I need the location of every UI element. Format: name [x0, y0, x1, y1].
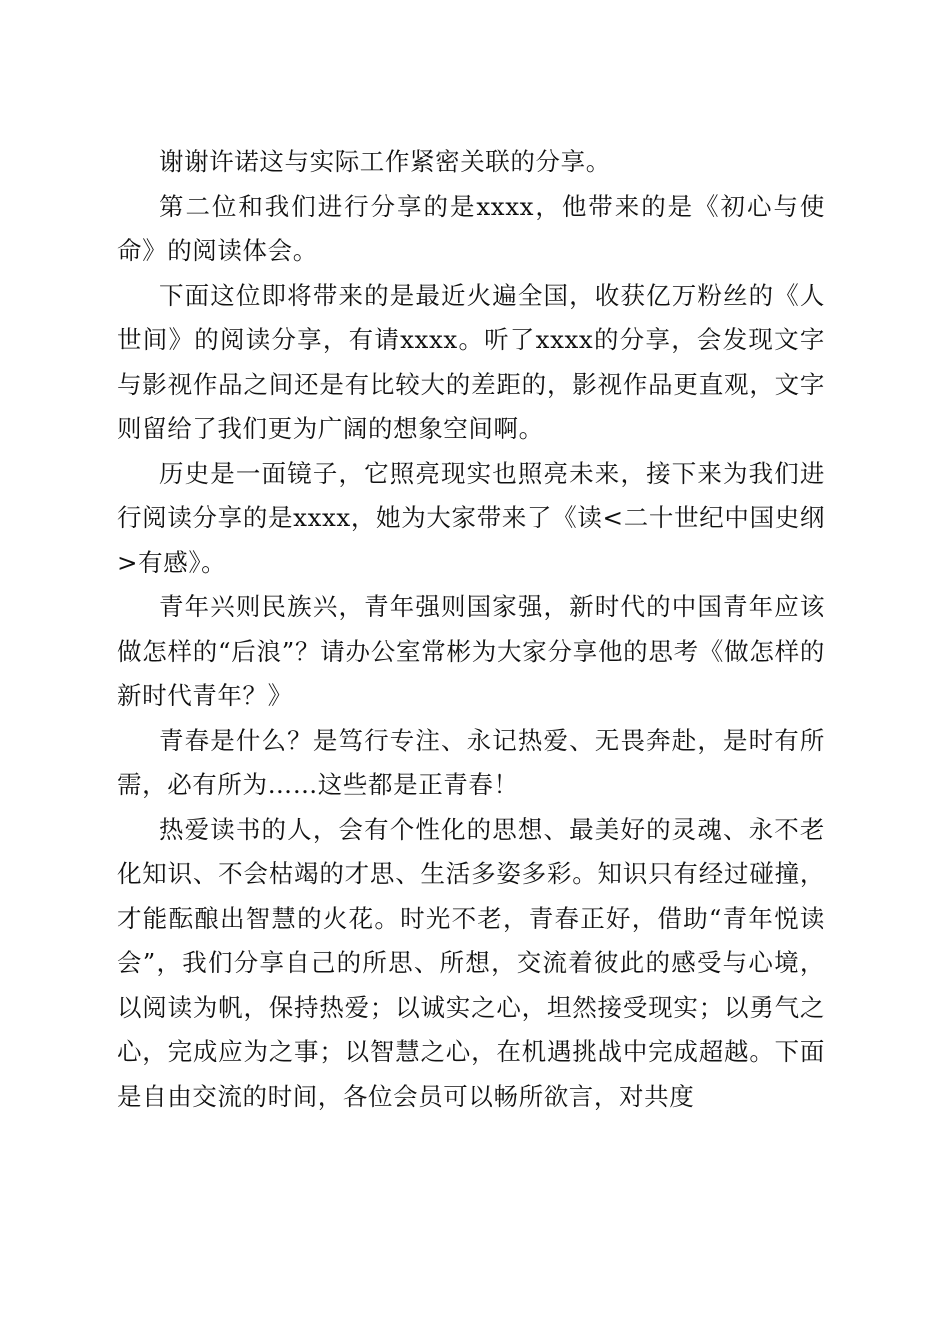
paragraph-history: 历史是一面镜子，它照亮现实也照亮未来，接下来为我们进行阅读分享的是xxxx，她为大家带来了《读<二十世纪中国史纲>有感》。: [117, 458, 825, 577]
document-body: [117, 140, 825, 1119]
paragraph-youth: 青年兴则民族兴，青年强则国家强，新时代的中国青年应该做怎样的“后浪”？请办公室常彬为大家分享他的思考《做怎样的新时代青年？》: [117, 592, 825, 710]
paragraph-what-is-youth: 青春是什么？是笃行专注、永记热爱、无畏奔赴，是时有所需，必有所为……这些都是正青春！: [117, 725, 825, 799]
paragraph-renshijian: 下面这位即将带来的是最近火遍全国，收获亿万粉丝的《人世间》的阅读分享，有请xxxx。听了xxxx的分享，会发现文字与影视作品之间还是有比较大的差距的，影视作品更直观，文字则留给了我们更为广阔的想象空间啊。: [117, 280, 825, 443]
paragraph-second-speaker: 第二位和我们进行分享的是xxxx，他带来的是《初心与使命》的阅读体会。: [117, 191, 825, 265]
paragraph-thanks: 谢谢许诺这与实际工作紧密关联的分享。: [159, 147, 611, 176]
paragraph-reading-lovers: 热爱读书的人，会有个性化的思想、最美好的灵魂、永不老化知识、不会枯竭的才思、生活多姿多彩。知识只有经过碰撞，才能酝酿出智慧的火花。时光不老，青春正好，借助“青年悦读会”，我们分享自己的所思、所想，交流着彼此的感受与心境，以阅读为帆，保持热爱；以诚实之心，坦然接受现实；以勇气之心，完成应为之事；以智慧之心，在机遇挑战中完成超越。下面是自由交流的时间，各位会员可以畅所欲言，对共度: [117, 814, 825, 1111]
